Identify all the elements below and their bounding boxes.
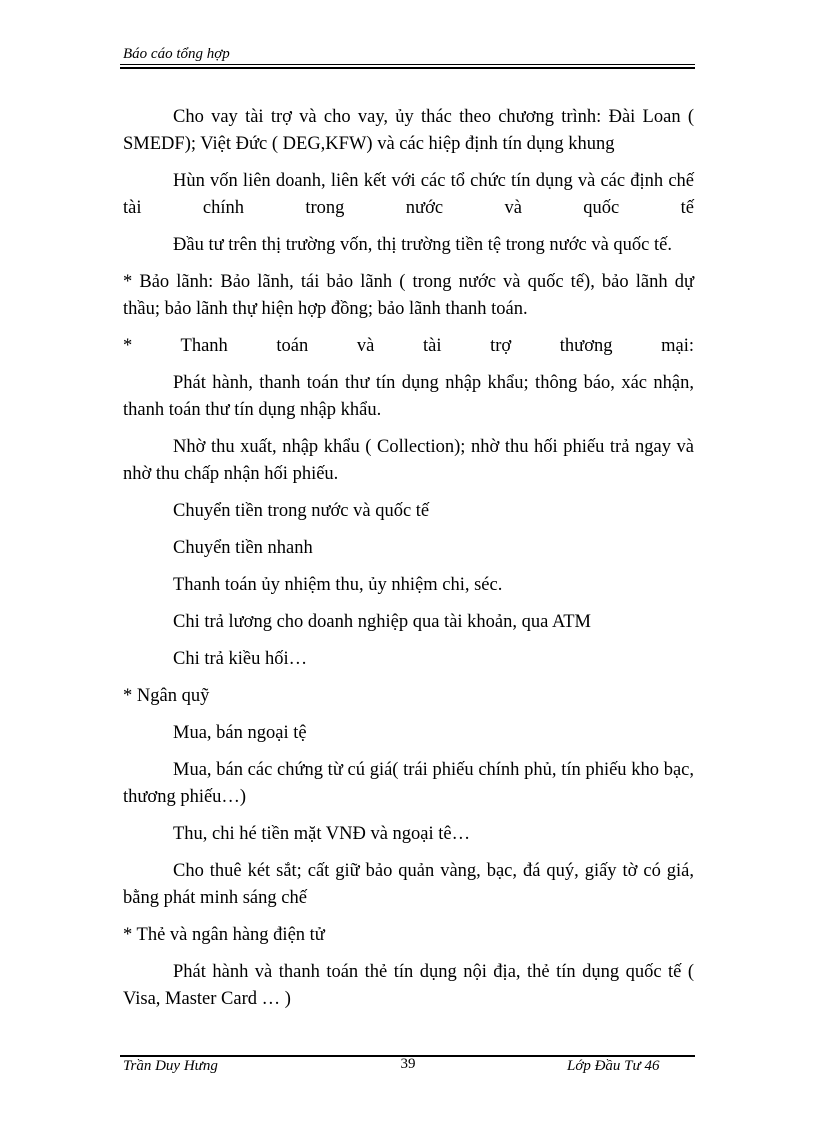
paragraph: Mua, bán các chứng từ cú giá( trái phiếu chính phủ, tín phiếu kho bạc, thương phiếu…) (123, 760, 694, 807)
section-heading: * Thanh toán và tài trợ thương mại: (123, 336, 694, 356)
section-heading: * Ngân quỹ (123, 686, 210, 706)
header-rule-thick (120, 67, 695, 69)
paragraph: Chi trả lương cho doanh nghiệp qua tài khoản, qua ATM (173, 612, 592, 632)
paragraph: Chi trả kiều hối… (173, 649, 308, 669)
paragraph: Thanh toán ủy nhiệm thu, ủy nhiệm chi, séc. (173, 575, 503, 595)
header-rule-thin (120, 64, 695, 65)
paragraph: Thu, chi hé tiền mặt VNĐ và ngoại tê… (173, 824, 471, 844)
paragraph: Chuyển tiền trong nước và quốc tế (173, 501, 430, 521)
section-heading: * Thẻ và ngân hàng điện tử (123, 925, 325, 945)
footer-author: Trần Duy Hưng (123, 1058, 218, 1074)
header-title: Báo cáo tổng hợp (123, 46, 230, 62)
section-heading: * Bảo lãnh: Bảo lãnh, tái bảo lãnh ( trong nước và quốc tế), bảo lãnh dự thầu; bảo lãnh thự hiện hợp đồng; bảo lãnh thanh toán. (123, 272, 694, 319)
paragraph: Đầu tư trên thị trường vốn, thị trường tiền tệ trong nước và quốc tế. (173, 235, 672, 255)
footer-class: Lớp Đầu Tư 46 (567, 1058, 660, 1074)
paragraph: Cho thuê két sắt; cất giữ bảo quản vàng, bạc, đá quý, giấy tờ có giá, bằng phát minh sáng chế (123, 861, 694, 908)
page-number: 39 (400, 1056, 416, 1072)
paragraph: Cho vay tài trợ và cho vay, ủy thác theo chương trình: Đài Loan ( SMEDF); Việt Đức ( DEG,KFW) và các hiệp định tín dụng khung (123, 107, 694, 154)
paragraph: Hùn vốn liên doanh, liên kết với các tổ chức tín dụng và các định chế tài chính trong nước và quốc tế (123, 171, 694, 218)
document-body (123, 104, 694, 1023)
paragraph: Nhờ thu xuất, nhập khẩu ( Collection); nhờ thu hối phiếu trả ngay và nhờ thu chấp nhận hối phiếu. (123, 437, 694, 484)
paragraph: Chuyển tiền nhanh (173, 538, 313, 558)
paragraph: Phát hành, thanh toán thư tín dụng nhập khẩu; thông báo, xác nhận, thanh toán thư tín dụng nhập khẩu. (123, 373, 694, 420)
paragraph: Phát hành và thanh toán thẻ tín dụng nội địa, thẻ tín dụng quốc tế ( Visa, Master Card … ) (123, 962, 694, 1009)
paragraph: Mua, bán ngoại tệ (173, 723, 307, 743)
